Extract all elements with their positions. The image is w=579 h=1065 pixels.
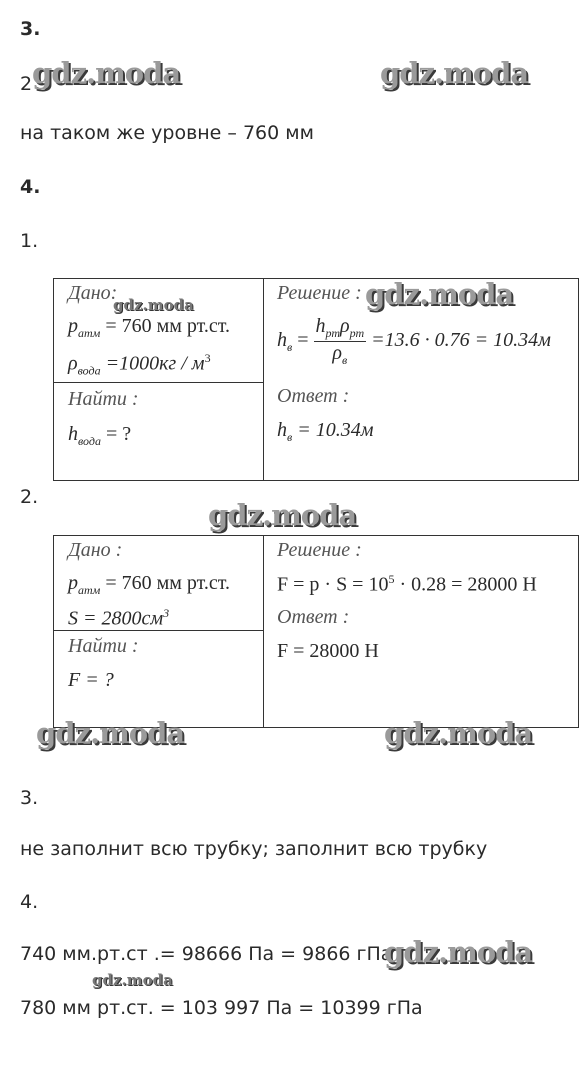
find-label: Найти : xyxy=(68,635,139,657)
answer-label: Ответ : xyxy=(277,385,350,407)
solution-label: Решение : xyxy=(277,539,362,561)
item-4-number: 4. xyxy=(20,891,39,913)
find-label: Найти : xyxy=(68,387,139,410)
given-pressure-line: $p_{атм} = 760$ мм рт.ст. xyxy=(68,572,231,597)
given-label: Дано: xyxy=(68,282,118,304)
given-pressure-line: $p_{атм} = 760$ мм рт.ст. xyxy=(68,315,231,340)
watermark: gdz.moda xyxy=(380,56,529,90)
section-3-answer-text: на таком же уровне – 760 мм xyxy=(20,122,314,144)
watermark: gdz.moda xyxy=(384,716,533,750)
problem-2-solution-cell xyxy=(264,536,579,728)
watermark: gdz.moda xyxy=(92,971,173,989)
find-force-line: F = ? xyxy=(68,669,114,691)
watermark: gdz.moda xyxy=(365,277,514,311)
problem-2-find-cell xyxy=(54,631,264,728)
watermark: gdz.moda xyxy=(32,56,181,90)
item-3-answer-text: не заполнит всю трубку; заполнит всю трубку xyxy=(20,838,488,860)
watermark: gdz.moda xyxy=(384,935,533,969)
problem-1-given-cell xyxy=(54,279,264,383)
solution-formula: $h_в$ = $\frac{h_{рт}\rho_{рт}}{\rho_в}$ =13.6 · 0.76 = 10.34м xyxy=(277,315,551,367)
problem-2-given-cell xyxy=(54,536,264,631)
section-4-title: 4. xyxy=(20,176,41,198)
problem-2-table xyxy=(53,535,579,728)
section-3-title: 3. xyxy=(20,18,41,40)
find-height-line: $h_{вода}$ = ? xyxy=(68,422,132,448)
watermark: gdz.moda xyxy=(208,498,357,532)
answer-value: F = 28000 Н xyxy=(277,640,379,662)
item-3-number: 3. xyxy=(20,787,39,809)
answer-label: Ответ : xyxy=(277,606,350,628)
problem-1-find-cell xyxy=(54,382,264,481)
watermark: gdz.moda xyxy=(113,296,194,314)
item-1-number: 1. xyxy=(20,230,39,252)
formula-fraction: $\frac{h_{рт}\rho_{рт}}{\rho_в}$ xyxy=(315,315,365,367)
watermark: gdz.moda xyxy=(36,716,185,750)
item-2-number: 2. xyxy=(20,486,39,508)
given-density-line: $\rho_{вода} =1000кг / м^3$ xyxy=(68,351,211,378)
item-4-line-1: 740 мм.рт.ст .= 98666 Па = 9866 гПа xyxy=(20,943,393,965)
solution-formula: $F = p \cdot S = 10^5 \cdot 0.28 = 28000$ Н xyxy=(277,572,537,596)
item-4-line-2: 780 мм рт.ст. = 103 997 Па = 10399 гПа xyxy=(20,997,423,1019)
given-label: Дано : xyxy=(68,539,123,561)
given-area-line: $S = 2800см^3$ xyxy=(68,606,170,630)
section-3-item-2-number: 2 xyxy=(20,73,33,95)
answer-value: $h_в = 10.34м$ xyxy=(277,419,374,444)
solution-label: Решение : xyxy=(277,282,362,304)
